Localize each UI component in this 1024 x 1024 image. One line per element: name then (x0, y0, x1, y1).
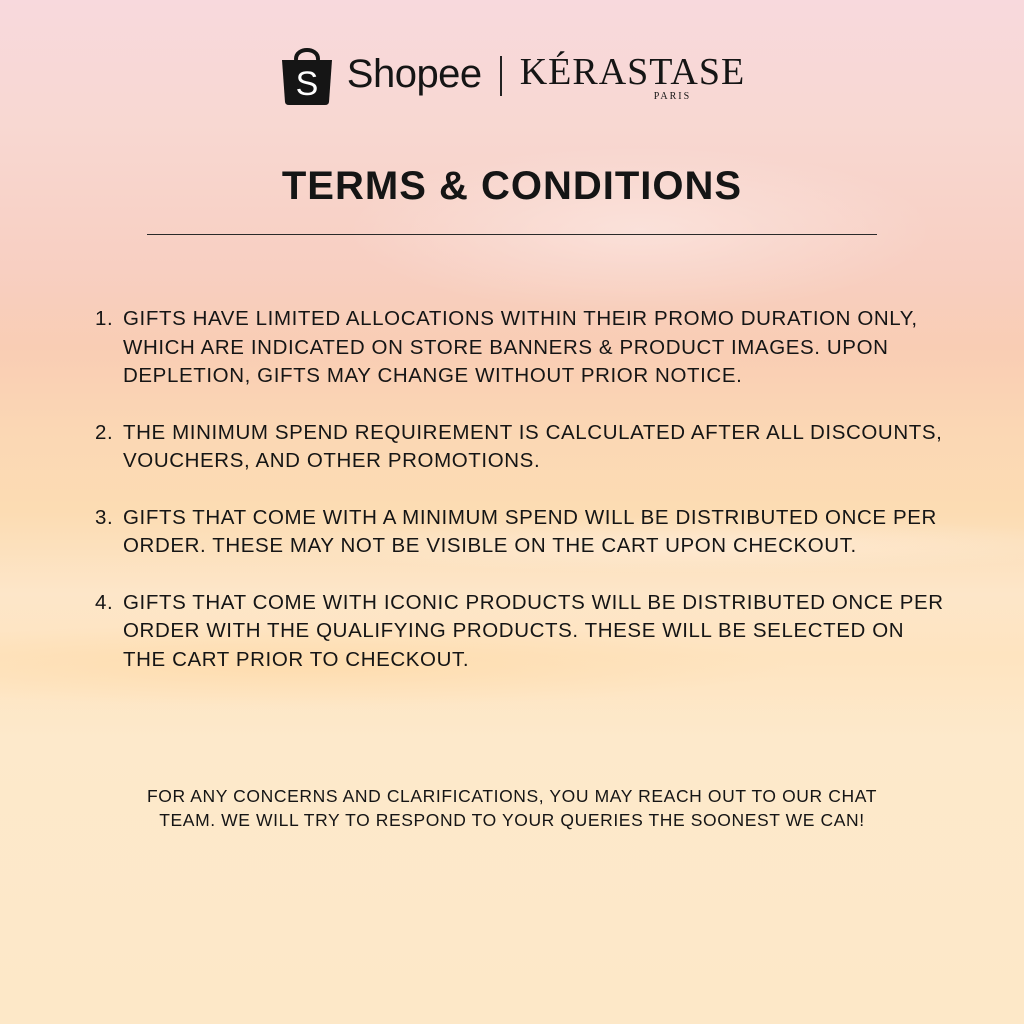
term-text: GIFTS THAT COME WITH ICONIC PRODUCTS WILL BE DISTRIBUTED ONCE PER ORDER WITH THE QUALIFYING PRODUCTS. THESE WILL BE SELECTED ON THE CART PRIOR TO CHECKOUT. (123, 590, 944, 671)
shopee-logo (279, 41, 482, 107)
shopping-bag-icon (279, 41, 335, 107)
term-number: 2. (95, 420, 114, 444)
svg-text:S: S (295, 65, 319, 103)
term-item-3 (95, 504, 955, 561)
shopee-wordmark: Shopee (346, 51, 482, 96)
footer-note: FOR ANY CONCERNS AND CLARIFICATIONS, YOU MAY REACH OUT TO OUR CHAT TEAM. WE WILL TRY TO RESPOND TO YOUR QUERIES THE SOONEST WE CAN! (147, 786, 877, 830)
brand-logos (0, 38, 1024, 110)
term-number: 3. (95, 505, 114, 529)
term-text: THE MINIMUM SPEND REQUIREMENT IS CALCULATED AFTER ALL DISCOUNTS, VOUCHERS, AND OTHER PROMOTIONS. (123, 420, 943, 472)
title-divider (147, 234, 877, 235)
term-item-4 (95, 589, 955, 675)
term-item-2 (95, 419, 955, 476)
term-number: 1. (95, 307, 114, 330)
kerastase-logo (519, 50, 746, 102)
page-title: TERMS & CONDITIONS (281, 164, 743, 208)
term-text: GIFTS HAVE LIMITED ALLOCATIONS WITHIN THEIR PROMO DURATION ONLY, WHICH ARE INDICATED ON STORE BANNERS & PRODUCT IMAGES. UPON DEPLETION, GIFTS MAY CHANGE WITHOUT PRIOR NOTICE. (123, 307, 918, 387)
terms-list (95, 305, 955, 702)
logo-divider (500, 56, 502, 96)
kerastase-paris: PARIS (653, 90, 692, 102)
kerastase-wordmark: KÉRASTASE (519, 50, 746, 93)
term-item-1 (95, 305, 955, 391)
term-number: 4. (95, 590, 114, 614)
term-text: GIFTS THAT COME WITH A MINIMUM SPEND WILL BE DISTRIBUTED ONCE PER ORDER. THESE MAY NOT BE VISIBLE ON THE CART UPON CHECKOUT. (123, 505, 937, 557)
